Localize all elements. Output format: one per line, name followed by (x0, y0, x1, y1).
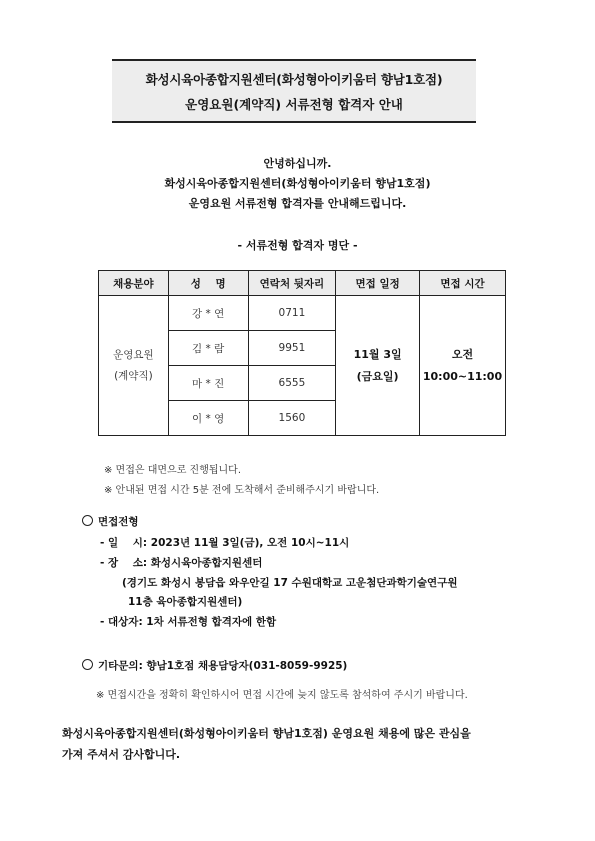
inquiry-line (82, 658, 347, 673)
intro-center-name: 화성시육아종합지원센터(화성형아이키움터 향남1호점) (164, 177, 431, 190)
interview-section-heading (82, 514, 139, 529)
candidate-name: 마 * 진 (168, 366, 248, 401)
candidate-phone: 9951 (248, 331, 336, 366)
interview-target: - 대상자: 1차 서류전형 합격자에 한함 (100, 616, 277, 628)
interview-date: - 일 시: 2023년 11월 3일(금), 오전 10시~11시 (100, 537, 350, 549)
intro-message: 운영요원 서류전형 합격자를 안내해드립니다. (188, 197, 407, 210)
table-row (99, 296, 506, 331)
circle-bullet-icon (82, 515, 93, 526)
greeting: 안녕하십니까. (263, 157, 332, 170)
interview-time-line2: 10:00~11:00 (422, 369, 503, 383)
interview-date-line2: (금요일) (356, 369, 399, 383)
list-heading: - 서류전형 합격자 명단 - (237, 239, 358, 252)
closing-line1: 화성시육아종합지원센터(화성형아이키움터 향남1호점) 운영요원 채용에 많은 관심을 (62, 727, 471, 740)
candidate-name: 강 * 연 (168, 296, 248, 331)
note-arrive-early: ※ 안내된 면접 시간 5분 전에 도착해서 준비해주시기 바랍니다. (104, 485, 380, 496)
header-name: 성 명 (168, 271, 248, 296)
document-title-line2: 운영요원(계약직) 서류전형 합격자 안내 (185, 97, 403, 112)
candidate-name: 김 * 람 (168, 331, 248, 366)
candidate-phone: 1560 (248, 401, 336, 436)
interview-place: - 장 소: 화성시육아종합지원센터 (100, 557, 263, 569)
interview-time-cell (419, 296, 505, 436)
closing-line2: 가져 주셔서 감사합니다. (62, 748, 181, 761)
document-title-line1: 화성시육아종합지원센터(화성형아이키움터 향남1호점) (145, 72, 443, 87)
inquiry-text: 기타문의: 향남1호점 채용담당자(031-8059-9925) (98, 660, 348, 672)
interview-heading-text: 면접전형 (98, 516, 139, 528)
results-table (98, 270, 506, 436)
field-line2: (계약직) (114, 369, 153, 382)
header-date: 면접 일정 (336, 271, 420, 296)
header-time: 면접 시간 (419, 271, 505, 296)
candidate-phone: 0711 (248, 296, 336, 331)
header-field: 채용분야 (99, 271, 169, 296)
field-cell (99, 296, 169, 436)
interview-address-line1: (경기도 화성시 봉담읍 와우안길 17 수원대학교 고운첨단과학기술연구원 (122, 577, 458, 589)
circle-bullet-icon (82, 659, 93, 670)
interview-address-line2: 11층 육아종합지원센터) (128, 596, 243, 608)
candidate-name: 이 * 영 (168, 401, 248, 436)
table-header-row (99, 271, 506, 296)
interview-time-line1: 오전 (451, 347, 474, 361)
note-in-person: ※ 면접은 대면으로 진행됩니다. (104, 465, 242, 476)
interview-date-line1: 11월 3일 (353, 347, 402, 361)
interview-date-cell (336, 296, 420, 436)
document-title-box (112, 59, 476, 123)
field-line1: 운영요원 (113, 348, 154, 361)
candidate-phone: 6555 (248, 366, 336, 401)
bottom-note: ※ 면접시간을 정확히 확인하시어 면접 시간에 늦지 않도록 참석하여 주시기 바랍니다. (96, 690, 468, 701)
header-phone: 연락처 뒷자리 (248, 271, 336, 296)
